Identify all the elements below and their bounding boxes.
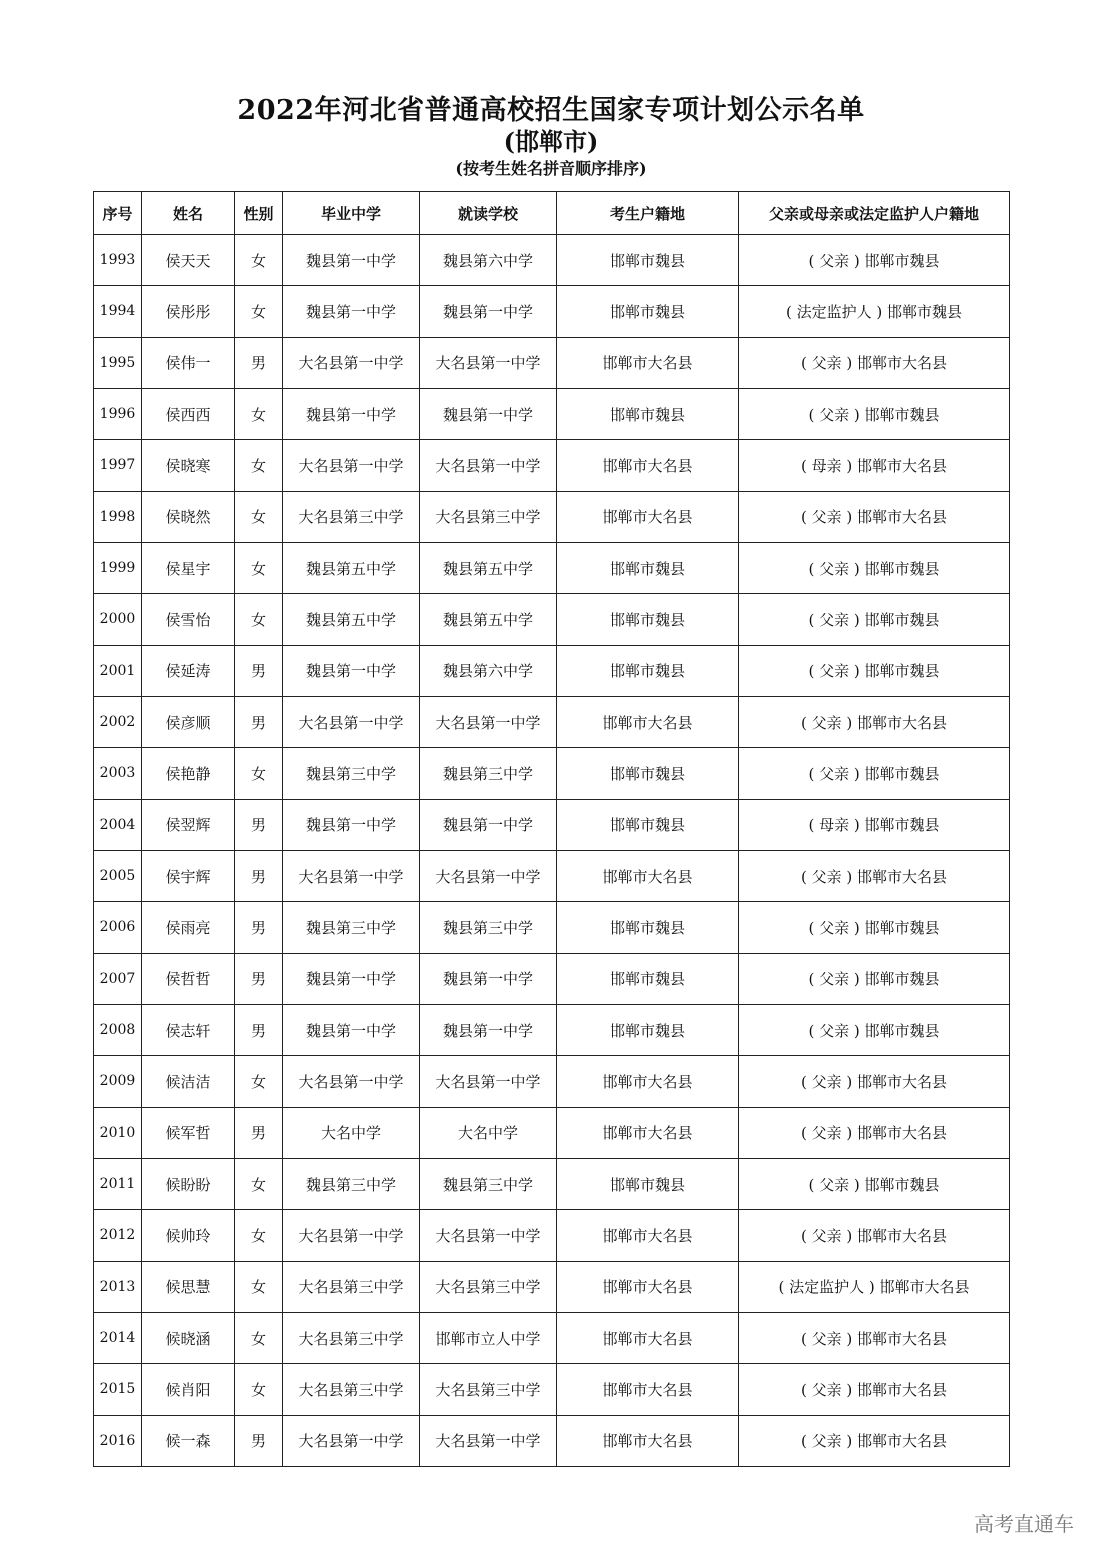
name-cell: 侯彦顺 <box>142 696 235 747</box>
table-row <box>94 696 1010 747</box>
column-header-seq: 序号 <box>94 192 142 235</box>
name-cell: 侯晓然 <box>142 491 235 542</box>
column-header-gender: 性别 <box>235 192 283 235</box>
seq-cell: 1995 <box>94 337 142 388</box>
current-school-cell: 魏县第五中学 <box>420 594 557 645</box>
guardian-registration-cell: ( 父亲 ) 邯郸市大名县 <box>739 491 1010 542</box>
name-cell: 侯雪怡 <box>142 594 235 645</box>
name-cell: 候一森 <box>142 1415 235 1466</box>
seq-cell: 1997 <box>94 440 142 491</box>
guardian-registration-cell: ( 父亲 ) 邯郸市魏县 <box>739 235 1010 286</box>
current-school-cell: 大名县第一中学 <box>420 337 557 388</box>
gender-cell: 女 <box>235 594 283 645</box>
graduated-school-cell: 大名县第三中学 <box>283 491 420 542</box>
name-cell: 侯星宇 <box>142 542 235 593</box>
guardian-registration-cell: ( 父亲 ) 邯郸市魏县 <box>739 1004 1010 1055</box>
current-school-cell: 大名县第一中学 <box>420 850 557 901</box>
household-registration-cell: 邯郸市大名县 <box>557 1056 739 1107</box>
guardian-registration-cell: ( 父亲 ) 邯郸市魏县 <box>739 645 1010 696</box>
name-cell: 侯延涛 <box>142 645 235 696</box>
household-registration-cell: 邯郸市大名县 <box>557 1210 739 1261</box>
seq-cell: 2007 <box>94 953 142 1004</box>
household-registration-cell: 邯郸市大名县 <box>557 1107 739 1158</box>
table-row <box>94 1004 1010 1055</box>
seq-cell: 2005 <box>94 850 142 901</box>
roster-table <box>93 191 1010 1467</box>
table-row <box>94 645 1010 696</box>
gender-cell: 男 <box>235 1107 283 1158</box>
graduated-school-cell: 大名县第一中学 <box>283 850 420 901</box>
gender-cell: 女 <box>235 491 283 542</box>
name-cell: 侯哲哲 <box>142 953 235 1004</box>
guardian-registration-cell: ( 父亲 ) 邯郸市大名县 <box>739 337 1010 388</box>
table-row <box>94 1158 1010 1209</box>
table-row <box>94 1107 1010 1158</box>
name-cell: 候晓涵 <box>142 1312 235 1363</box>
table-row <box>94 337 1010 388</box>
watermark: 高考直通车 <box>974 1512 1074 1536</box>
current-school-cell: 邯郸市立人中学 <box>420 1312 557 1363</box>
current-school-cell: 大名县第一中学 <box>420 1210 557 1261</box>
graduated-school-cell: 大名县第三中学 <box>283 1261 420 1312</box>
household-registration-cell: 邯郸市大名县 <box>557 1312 739 1363</box>
current-school-cell: 大名县第三中学 <box>420 1261 557 1312</box>
graduated-school-cell: 魏县第五中学 <box>283 542 420 593</box>
guardian-registration-cell: ( 父亲 ) 邯郸市魏县 <box>739 1158 1010 1209</box>
name-cell: 候洁洁 <box>142 1056 235 1107</box>
table-row <box>94 1364 1010 1415</box>
name-cell: 候思慧 <box>142 1261 235 1312</box>
seq-cell: 2009 <box>94 1056 142 1107</box>
current-school-cell: 大名县第一中学 <box>420 696 557 747</box>
seq-cell: 1998 <box>94 491 142 542</box>
graduated-school-cell: 魏县第一中学 <box>283 1004 420 1055</box>
name-cell: 侯伟一 <box>142 337 235 388</box>
guardian-registration-cell: ( 父亲 ) 邯郸市魏县 <box>739 594 1010 645</box>
graduated-school-cell: 魏县第一中学 <box>283 286 420 337</box>
current-school-cell: 大名县第一中学 <box>420 440 557 491</box>
seq-cell: 2015 <box>94 1364 142 1415</box>
seq-cell: 2002 <box>94 696 142 747</box>
household-registration-cell: 邯郸市魏县 <box>557 235 739 286</box>
current-school-cell: 魏县第六中学 <box>420 645 557 696</box>
graduated-school-cell: 大名中学 <box>283 1107 420 1158</box>
household-registration-cell: 邯郸市魏县 <box>557 902 739 953</box>
seq-cell: 1996 <box>94 388 142 439</box>
current-school-cell: 魏县第一中学 <box>420 286 557 337</box>
table-row <box>94 1415 1010 1466</box>
name-cell: 侯翌辉 <box>142 799 235 850</box>
household-registration-cell: 邯郸市大名县 <box>557 1364 739 1415</box>
guardian-registration-cell: ( 父亲 ) 邯郸市大名县 <box>739 1312 1010 1363</box>
current-school-cell: 大名县第一中学 <box>420 1415 557 1466</box>
graduated-school-cell: 大名县第一中学 <box>283 440 420 491</box>
guardian-registration-cell: ( 父亲 ) 邯郸市大名县 <box>739 1364 1010 1415</box>
guardian-registration-cell: ( 父亲 ) 邯郸市大名县 <box>739 850 1010 901</box>
household-registration-cell: 邯郸市大名县 <box>557 491 739 542</box>
gender-cell: 女 <box>235 1210 283 1261</box>
current-school-cell: 魏县第六中学 <box>420 235 557 286</box>
seq-cell: 2013 <box>94 1261 142 1312</box>
household-registration-cell: 邯郸市魏县 <box>557 1004 739 1055</box>
gender-cell: 女 <box>235 1261 283 1312</box>
table-row <box>94 953 1010 1004</box>
household-registration-cell: 邯郸市魏县 <box>557 388 739 439</box>
gender-cell: 男 <box>235 645 283 696</box>
column-header-current-school: 就读学校 <box>420 192 557 235</box>
sort-note: (按考生姓名拼音顺序排序) <box>455 159 647 178</box>
household-registration-cell: 邯郸市魏县 <box>557 594 739 645</box>
gender-cell: 男 <box>235 337 283 388</box>
guardian-registration-cell: ( 法定监护人 ) 邯郸市大名县 <box>739 1261 1010 1312</box>
table-row <box>94 388 1010 439</box>
guardian-registration-cell: ( 父亲 ) 邯郸市魏县 <box>739 388 1010 439</box>
household-registration-cell: 邯郸市大名县 <box>557 850 739 901</box>
table-row <box>94 748 1010 799</box>
household-registration-cell: 邯郸市大名县 <box>557 440 739 491</box>
household-registration-cell: 邯郸市大名县 <box>557 696 739 747</box>
graduated-school-cell: 大名县第三中学 <box>283 1312 420 1363</box>
table-row <box>94 594 1010 645</box>
column-header-guardian-registration: 父亲或母亲或法定监护人户籍地 <box>739 192 1010 235</box>
table-row <box>94 1261 1010 1312</box>
table-row <box>94 440 1010 491</box>
seq-cell: 2001 <box>94 645 142 696</box>
gender-cell: 女 <box>235 1158 283 1209</box>
gender-cell: 女 <box>235 235 283 286</box>
column-header-name: 姓名 <box>142 192 235 235</box>
table-body <box>94 235 1010 1467</box>
name-cell: 侯彤彤 <box>142 286 235 337</box>
table-row <box>94 850 1010 901</box>
current-school-cell: 大名县第三中学 <box>420 491 557 542</box>
graduated-school-cell: 魏县第三中学 <box>283 748 420 799</box>
gender-cell: 男 <box>235 696 283 747</box>
current-school-cell: 魏县第三中学 <box>420 1158 557 1209</box>
table-row <box>94 1312 1010 1363</box>
household-registration-cell: 邯郸市魏县 <box>557 1158 739 1209</box>
seq-cell: 2006 <box>94 902 142 953</box>
household-registration-cell: 邯郸市魏县 <box>557 542 739 593</box>
gender-cell: 女 <box>235 388 283 439</box>
graduated-school-cell: 魏县第一中学 <box>283 953 420 1004</box>
current-school-cell: 魏县第三中学 <box>420 902 557 953</box>
guardian-registration-cell: ( 父亲 ) 邯郸市魏县 <box>739 902 1010 953</box>
household-registration-cell: 邯郸市大名县 <box>557 337 739 388</box>
household-registration-cell: 邯郸市大名县 <box>557 1261 739 1312</box>
current-school-cell: 大名中学 <box>420 1107 557 1158</box>
household-registration-cell: 邯郸市魏县 <box>557 799 739 850</box>
seq-cell: 2014 <box>94 1312 142 1363</box>
column-header-graduated-school: 毕业中学 <box>283 192 420 235</box>
column-header-household-registration: 考生户籍地 <box>557 192 739 235</box>
household-registration-cell: 邯郸市魏县 <box>557 748 739 799</box>
name-cell: 候盼盼 <box>142 1158 235 1209</box>
current-school-cell: 魏县第一中学 <box>420 388 557 439</box>
name-cell: 候军哲 <box>142 1107 235 1158</box>
name-cell: 侯天天 <box>142 235 235 286</box>
household-registration-cell: 邯郸市大名县 <box>557 1415 739 1466</box>
gender-cell: 女 <box>235 1312 283 1363</box>
gender-cell: 男 <box>235 953 283 1004</box>
current-school-cell: 魏县第三中学 <box>420 748 557 799</box>
current-school-cell: 魏县第五中学 <box>420 542 557 593</box>
graduated-school-cell: 大名县第一中学 <box>283 696 420 747</box>
gender-cell: 女 <box>235 542 283 593</box>
gender-cell: 男 <box>235 902 283 953</box>
graduated-school-cell: 魏县第一中学 <box>283 799 420 850</box>
table-row <box>94 235 1010 286</box>
seq-cell: 2011 <box>94 1158 142 1209</box>
guardian-registration-cell: ( 父亲 ) 邯郸市大名县 <box>739 1056 1010 1107</box>
guardian-registration-cell: ( 母亲 ) 邯郸市大名县 <box>739 440 1010 491</box>
name-cell: 侯雨亮 <box>142 902 235 953</box>
name-cell: 候肖阳 <box>142 1364 235 1415</box>
guardian-registration-cell: ( 父亲 ) 邯郸市大名县 <box>739 1107 1010 1158</box>
gender-cell: 男 <box>235 1415 283 1466</box>
graduated-school-cell: 魏县第一中学 <box>283 388 420 439</box>
gender-cell: 女 <box>235 286 283 337</box>
gender-cell: 女 <box>235 748 283 799</box>
seq-cell: 2004 <box>94 799 142 850</box>
graduated-school-cell: 魏县第一中学 <box>283 645 420 696</box>
graduated-school-cell: 魏县第五中学 <box>283 594 420 645</box>
name-cell: 候帅玲 <box>142 1210 235 1261</box>
guardian-registration-cell: ( 父亲 ) 邯郸市大名县 <box>739 1415 1010 1466</box>
table-row <box>94 491 1010 542</box>
gender-cell: 女 <box>235 440 283 491</box>
table-row <box>94 542 1010 593</box>
gender-cell: 男 <box>235 1004 283 1055</box>
name-cell: 侯宇辉 <box>142 850 235 901</box>
guardian-registration-cell: ( 父亲 ) 邯郸市大名县 <box>739 696 1010 747</box>
graduated-school-cell: 魏县第三中学 <box>283 1158 420 1209</box>
table-row <box>94 1210 1010 1261</box>
seq-cell: 2000 <box>94 594 142 645</box>
guardian-registration-cell: ( 母亲 ) 邯郸市魏县 <box>739 799 1010 850</box>
seq-cell: 2010 <box>94 1107 142 1158</box>
gender-cell: 男 <box>235 799 283 850</box>
seq-cell: 2003 <box>94 748 142 799</box>
graduated-school-cell: 魏县第三中学 <box>283 902 420 953</box>
name-cell: 侯志轩 <box>142 1004 235 1055</box>
guardian-registration-cell: ( 法定监护人 ) 邯郸市魏县 <box>739 286 1010 337</box>
seq-cell: 1994 <box>94 286 142 337</box>
household-registration-cell: 邯郸市魏县 <box>557 286 739 337</box>
table-row <box>94 1056 1010 1107</box>
seq-cell: 2008 <box>94 1004 142 1055</box>
name-cell: 侯西西 <box>142 388 235 439</box>
name-cell: 侯晓寒 <box>142 440 235 491</box>
guardian-registration-cell: ( 父亲 ) 邯郸市大名县 <box>739 1210 1010 1261</box>
household-registration-cell: 邯郸市魏县 <box>557 645 739 696</box>
guardian-registration-cell: ( 父亲 ) 邯郸市魏县 <box>739 953 1010 1004</box>
guardian-registration-cell: ( 父亲 ) 邯郸市魏县 <box>739 542 1010 593</box>
graduated-school-cell: 大名县第三中学 <box>283 1364 420 1415</box>
name-cell: 侯艳静 <box>142 748 235 799</box>
table-header-row <box>94 192 1010 235</box>
graduated-school-cell: 大名县第一中学 <box>283 1056 420 1107</box>
current-school-cell: 大名县第三中学 <box>420 1364 557 1415</box>
table-row <box>94 799 1010 850</box>
graduated-school-cell: 大名县第一中学 <box>283 337 420 388</box>
current-school-cell: 魏县第一中学 <box>420 799 557 850</box>
page-title: 2022年河北省普通高校招生国家专项计划公示名单 <box>237 95 865 126</box>
seq-cell: 1993 <box>94 235 142 286</box>
seq-cell: 2016 <box>94 1415 142 1466</box>
table-row <box>94 902 1010 953</box>
current-school-cell: 魏县第一中学 <box>420 1004 557 1055</box>
table-row <box>94 286 1010 337</box>
current-school-cell: 魏县第一中学 <box>420 953 557 1004</box>
graduated-school-cell: 大名县第一中学 <box>283 1210 420 1261</box>
graduated-school-cell: 大名县第一中学 <box>283 1415 420 1466</box>
seq-cell: 2012 <box>94 1210 142 1261</box>
gender-cell: 男 <box>235 850 283 901</box>
seq-cell: 1999 <box>94 542 142 593</box>
guardian-registration-cell: ( 父亲 ) 邯郸市魏县 <box>739 748 1010 799</box>
page-subtitle: (邯郸市) <box>503 127 599 156</box>
current-school-cell: 大名县第一中学 <box>420 1056 557 1107</box>
graduated-school-cell: 魏县第一中学 <box>283 235 420 286</box>
household-registration-cell: 邯郸市魏县 <box>557 953 739 1004</box>
gender-cell: 女 <box>235 1364 283 1415</box>
gender-cell: 女 <box>235 1056 283 1107</box>
